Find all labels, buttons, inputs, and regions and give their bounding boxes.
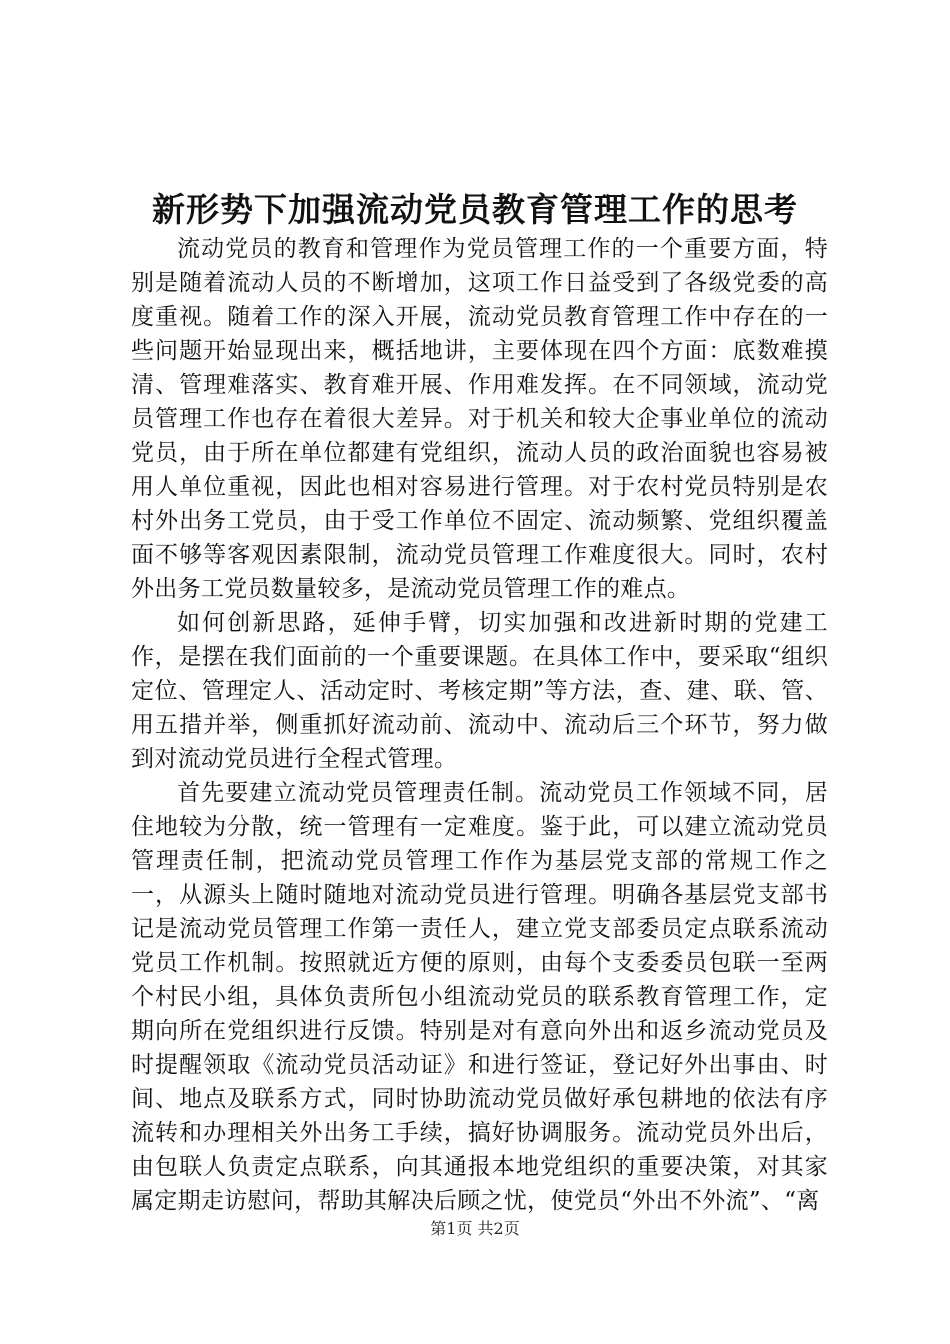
document-body	[131, 232, 828, 1218]
paragraph: 首先要建立流动党员管理责任制。流动党员工作领域不同，居住地较为分散，统一管理有一定难度。鉴于此，可以建立流动党员管理责任制，把流动党员管理工作作为基层党支部的常规工作之一，从源头上随时随地对流动党员进行管理。明确各基层党支部书记是流动党员管理工作第一责任人，建立党支部委员定点联系流动党员工作机制。按照就近方便的原则，由每个支委委员包联一至两个村民小组，具体负责所包小组流动党员的联系教育管理工作，定期向所在党组织进行反馈。特别是对有意向外出和返乡流动党员及时提醒领取《流动党员活动证》和进行签证，登记好外出事由、时间、地点及联系方式，同时协助流动党员做好承包耕地的依法有序流转和办理相关外出务工手续，搞好协调服务。流动党员外出后，由包联人负责定点联系，向其通报本地党组织的重要决策，对其家属定期走访慰问，帮助其解决后顾之忧，使党员“外出不外流”、“离	[131, 780, 828, 1214]
document-title: 新形势下加强流动党员教育管理工作的思考	[152, 190, 798, 229]
paragraph: 流动党员的教育和管理作为党员管理工作的一个重要方面，特别是随着流动人员的不断增加，这项工作日益受到了各级党委的高度重视。随着工作的深入开展，流动党员教育管理工作中存在的一些问题开始显现出来，概括地讲，主要体现在四个方面：底数难摸清、管理难落实、教育难开展、作用难发挥。在不同领域，流动党员管理工作也存在着很大差异。对于机关和较大企事业单位的流动党员，由于所在单位都建有党组织，流动人员的政治面貌也容易被用人单位重视，因此也相对容易进行管理。对于农村党员特别是农村外出务工党员，由于受工作单位不固定、流动频繁、党组织覆盖面不够等客观因素限制，流动党员管理工作难度很大。同时，农村外出务工党员数量较多，是流动党员管理工作的难点。	[131, 236, 828, 602]
page-footer: 第1页 共2页	[430, 1219, 520, 1238]
paragraph: 如何创新思路，延伸手臂，切实加强和改进新时期的党建工作，是摆在我们面前的一个重要课题。在具体工作中，要采取“组织定位、管理定人、活动定时、考核定期”等方法，查、建、联、管、用五措并举，侧重抓好流动前、流动中、流动后三个环节，努力做到对流动党员进行全程式管理。	[131, 610, 828, 772]
